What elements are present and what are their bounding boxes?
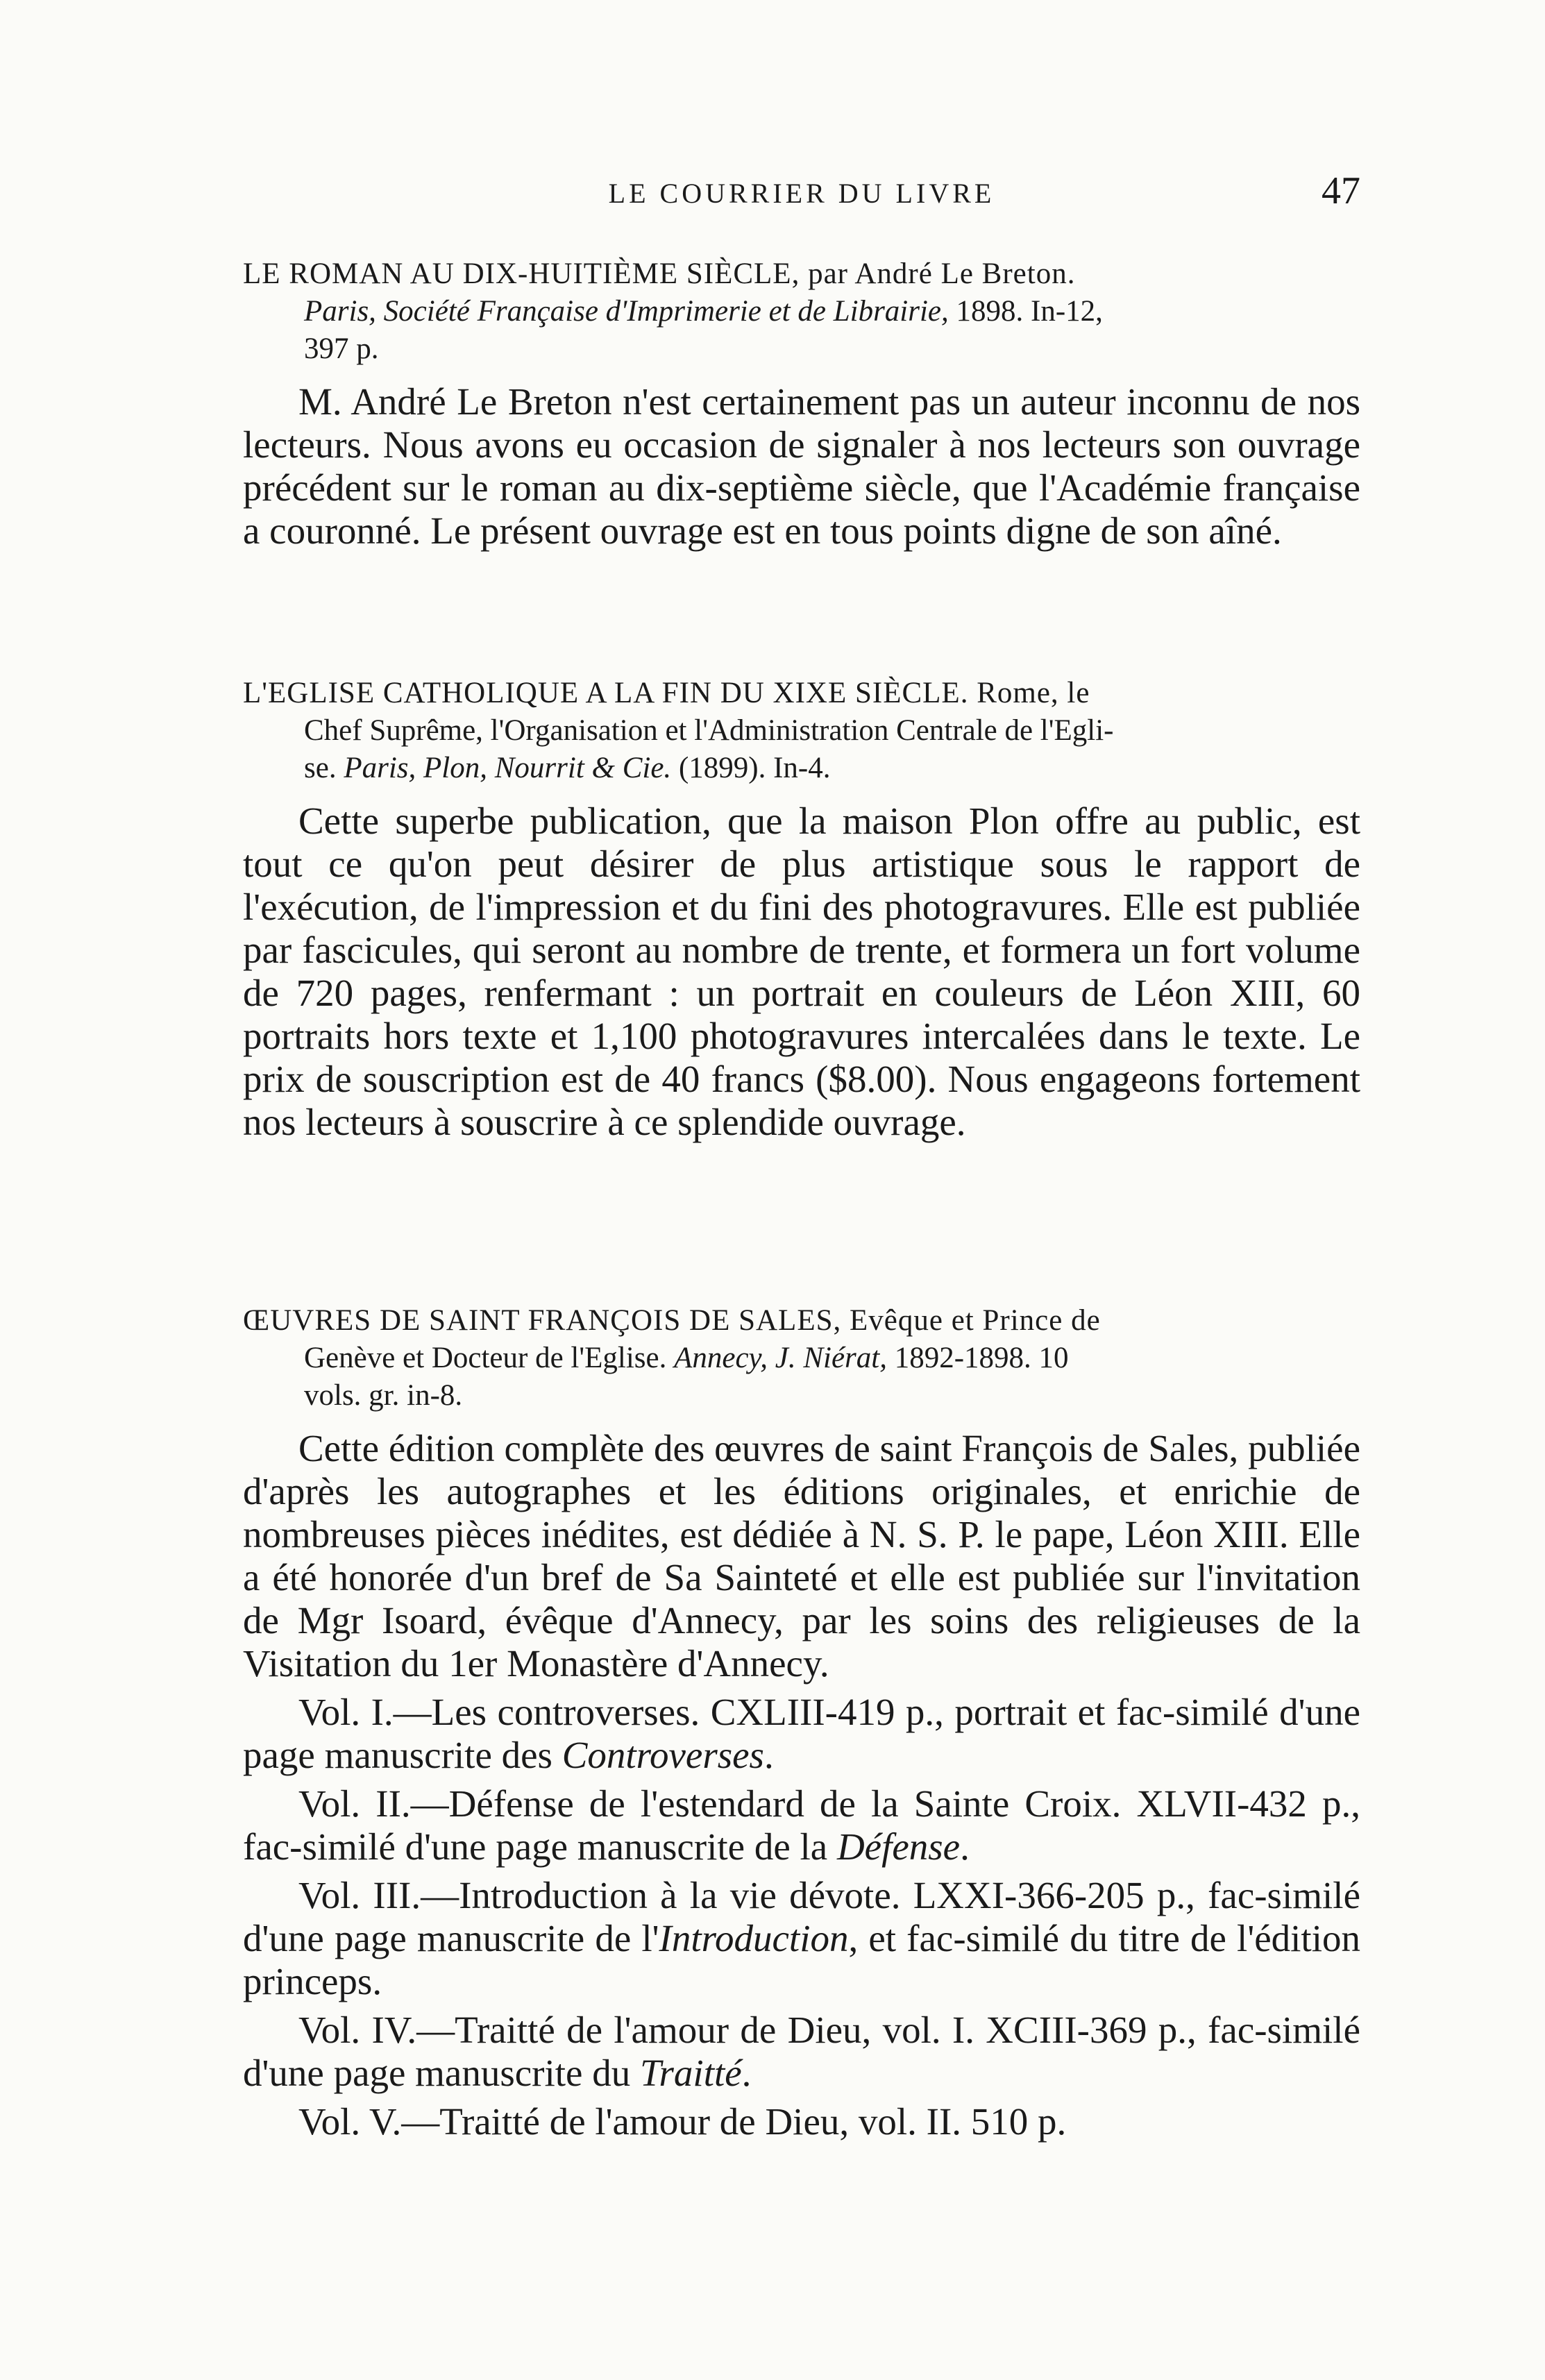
entry-eglise xyxy=(243,675,1360,1144)
entry-title: L'EGLISE CATHOLIQUE A LA FIN DU XIXE SIÈCLE. Rome, le xyxy=(243,677,1090,709)
entry-title: ŒUVRES DE SAINT FRANÇOIS DE SALES, Evêque et Prince de xyxy=(243,1304,1101,1337)
entry-subtitle: Chef Suprême, l'Organisation et l'Administration Centrale de l'Egli- xyxy=(304,714,1114,747)
entry-review: Cette superbe publication, que la maison Plon offre au public, est tout ce qu'on peut désirer de plus artistique sous le rapport de l'exécution, de l'impression et du fini des photogravures. Elle est publiée par fascicules, qui seront au nombre de trente, et formera un fort volume de 720 pages, renfermant : un portrait en couleurs de Léon XIII, 60 portraits hors texte et 1,100 photogravures intercalées dans le texte. Le prix de souscription est de 40 francs ($8.00). Nous engageons fortement nos lecteurs à souscrire à ce splendide ouvrage. xyxy=(243,800,1360,1143)
volume-item: Vol. I.—Les controverses. CXLIII-419 p., portrait et fac-similé d'une page manuscrite des Controverses. xyxy=(243,1691,1360,1776)
entry-imprint: (1899). In-4. xyxy=(671,752,831,784)
volume-item: Vol. III.—Introduction à la vie dévote. LXXI-366-205 p., fac-similé d'une page manuscrite de l'Introduction, et fac-similé du titre de l'édition princeps. xyxy=(243,1874,1360,2002)
entry-roman xyxy=(243,255,1360,552)
entry-pages: 397 p. xyxy=(304,332,379,365)
volume-item: Vol. II.—Défense de l'estendard de la Sainte Croix. XLVII-432 p., fac-similé d'une page manuscrite de la Défense. xyxy=(243,1782,1360,1868)
page-header xyxy=(243,169,1360,226)
running-title: LE COURRIER DU LIVRE xyxy=(608,178,995,209)
volume-item: Vol. V.—Traitté de l'amour de Dieu, vol. II. 510 p. xyxy=(298,2100,1067,2143)
volume-item: Vol. IV.—Traitté de l'amour de Dieu, vol. I. XCIII-369 p., fac-similé d'une page manuscrite du Traitté. xyxy=(243,2009,1360,2094)
entry-review: M. André Le Breton n'est certainement pas un auteur inconnu de nos lecteurs. Nous avons eu occasion de signaler à nos lecteurs son ouvrage précédent sur le roman au dix-septième siècle, que l'Académie française a couronné. Le présent ouvrage est en tous points digne de son aîné. xyxy=(243,380,1360,552)
entry-heading xyxy=(243,675,1360,787)
entry-imprint: 1898. In-12, xyxy=(948,295,1103,328)
entry-format: vols. gr. in-8. xyxy=(304,1379,463,1412)
entry-author-role: Genève et Docteur de l'Eglise. xyxy=(304,1342,675,1374)
entry-publisher: Paris, Plon, Nourrit & Cie. xyxy=(344,752,672,784)
entry-heading xyxy=(243,1302,1360,1415)
entry-publisher: Annecy, J. Niérat, xyxy=(674,1342,887,1374)
entry-heading xyxy=(243,255,1360,368)
entry-oeuvres xyxy=(243,1302,1360,2143)
page-number: 47 xyxy=(1322,169,1360,212)
entry-imprint: 1892-1898. 10 xyxy=(886,1342,1069,1374)
entry-review: Cette édition complète des œuvres de saint François de Sales, publiée d'après les autographes et les éditions originales, et enrichie de nombreuses pièces inédites, est dédiée à N. S. P. le pape, Léon XIII. Elle a été honorée d'un bref de Sa Sainteté et elle est publiée sur l'invitation de Mgr Isoard, évêque d'Annecy, par les soins des religieuses de la Visitation du 1er Monastère d'Annecy. xyxy=(243,1427,1360,1685)
entry-publisher: Paris, Société Française d'Imprimerie et de Librairie, xyxy=(304,295,949,328)
entry-subtitle-end: se. xyxy=(304,752,344,784)
entry-title: LE ROMAN AU DIX-HUITIÈME SIÈCLE, par André Le Breton. xyxy=(243,258,1076,290)
